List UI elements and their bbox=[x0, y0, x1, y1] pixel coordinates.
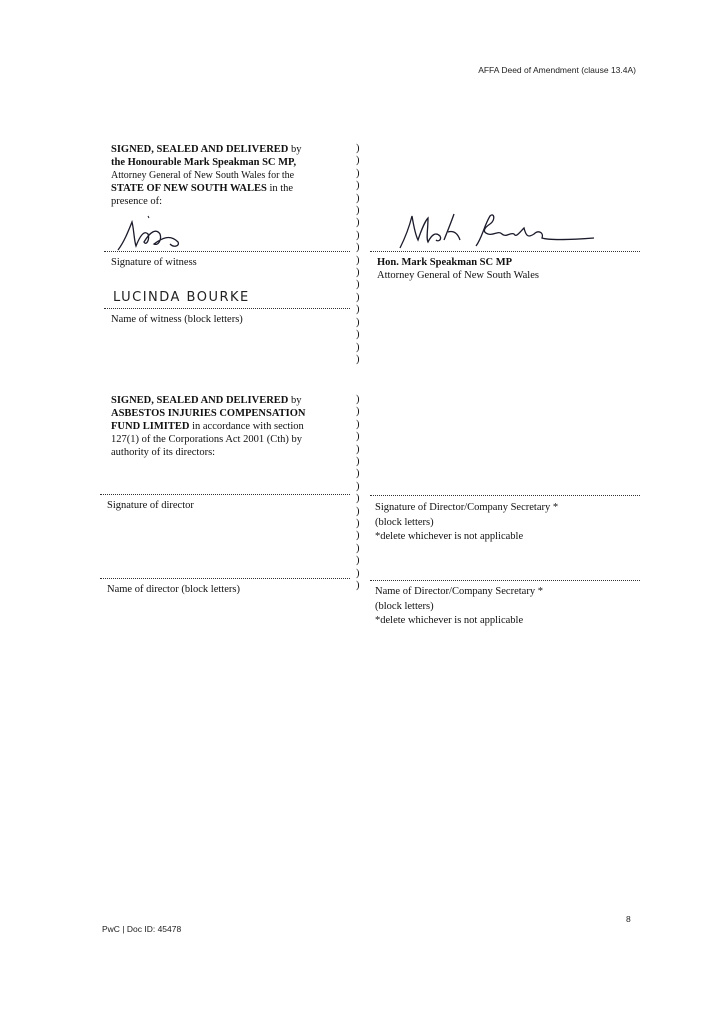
secretary-name-sub: (block letters) bbox=[375, 601, 434, 612]
secretary-signature-note: *delete whichever is not applicable bbox=[375, 531, 524, 542]
secretary-signature-caption: Signature of Director/Company Secretary * bbox=[375, 502, 559, 513]
director-signature-line bbox=[100, 494, 350, 495]
execution-clause-company bbox=[111, 394, 306, 459]
clause-text: in accordance with section bbox=[189, 421, 304, 432]
signatory-name: Hon. Mark Speakman SC MP bbox=[377, 257, 513, 268]
clause-heading: SIGNED, SEALED AND DELIVERED bbox=[111, 144, 289, 155]
signatory-title: Attorney General of New South Wales bbox=[377, 270, 539, 281]
clause-text: by bbox=[288, 395, 302, 406]
execution-clause-state bbox=[111, 143, 302, 208]
secretary-signature-sub: (block letters) bbox=[375, 517, 434, 528]
page-number: 8 bbox=[626, 914, 631, 924]
secretary-name-note: *delete whichever is not applicable bbox=[375, 615, 524, 626]
clause-text: 127(1) of the Corporations Act 2001 (Cth) by bbox=[111, 434, 303, 445]
clause-signatory: the Honourable Mark Speakman SC MP, bbox=[111, 157, 297, 168]
secretary-name-caption: Name of Director/Company Secretary * bbox=[375, 586, 543, 597]
clause-company-name: FUND LIMITED bbox=[111, 421, 190, 432]
document-reference: AFFA Deed of Amendment (clause 13.4A) bbox=[478, 65, 636, 75]
witness-signature-caption: Signature of witness bbox=[111, 257, 197, 268]
witness-name-caption: Name of witness (block letters) bbox=[111, 314, 243, 325]
signatory-signature-line bbox=[370, 251, 640, 252]
witness-name-line bbox=[104, 308, 350, 309]
bracket-column: ) ) ) ) ) ) ) ) ) ) ) ) ) ) ) ) ) ) bbox=[356, 143, 360, 365]
clause-text: Attorney General of New South Wales for the bbox=[111, 170, 295, 181]
clause-heading: SIGNED, SEALED AND DELIVERED bbox=[111, 395, 289, 406]
clause-text: in the bbox=[266, 183, 294, 194]
secretary-name-line bbox=[370, 580, 640, 581]
signatory-signature bbox=[398, 210, 598, 250]
director-name-line bbox=[100, 578, 350, 579]
witness-name-handwritten: LUCINDA BOURKE bbox=[113, 290, 250, 305]
clause-text: by bbox=[288, 144, 302, 155]
witness-signature bbox=[114, 212, 194, 252]
clause-party: STATE OF NEW SOUTH WALES bbox=[111, 183, 267, 194]
witness-signature-line bbox=[104, 251, 350, 252]
clause-company-name: ASBESTOS INJURIES COMPENSATION bbox=[111, 408, 306, 419]
director-signature-caption: Signature of director bbox=[107, 500, 194, 511]
clause-text: presence of: bbox=[111, 196, 163, 207]
bracket-column: ) ) ) ) ) ) ) ) ) ) ) ) ) ) ) ) bbox=[356, 394, 360, 592]
secretary-signature-line bbox=[370, 495, 640, 496]
clause-text: authority of its directors: bbox=[111, 447, 216, 458]
director-name-caption: Name of director (block letters) bbox=[107, 584, 240, 595]
footer-doc-id: PwC | Doc ID: 45478 bbox=[102, 924, 182, 934]
